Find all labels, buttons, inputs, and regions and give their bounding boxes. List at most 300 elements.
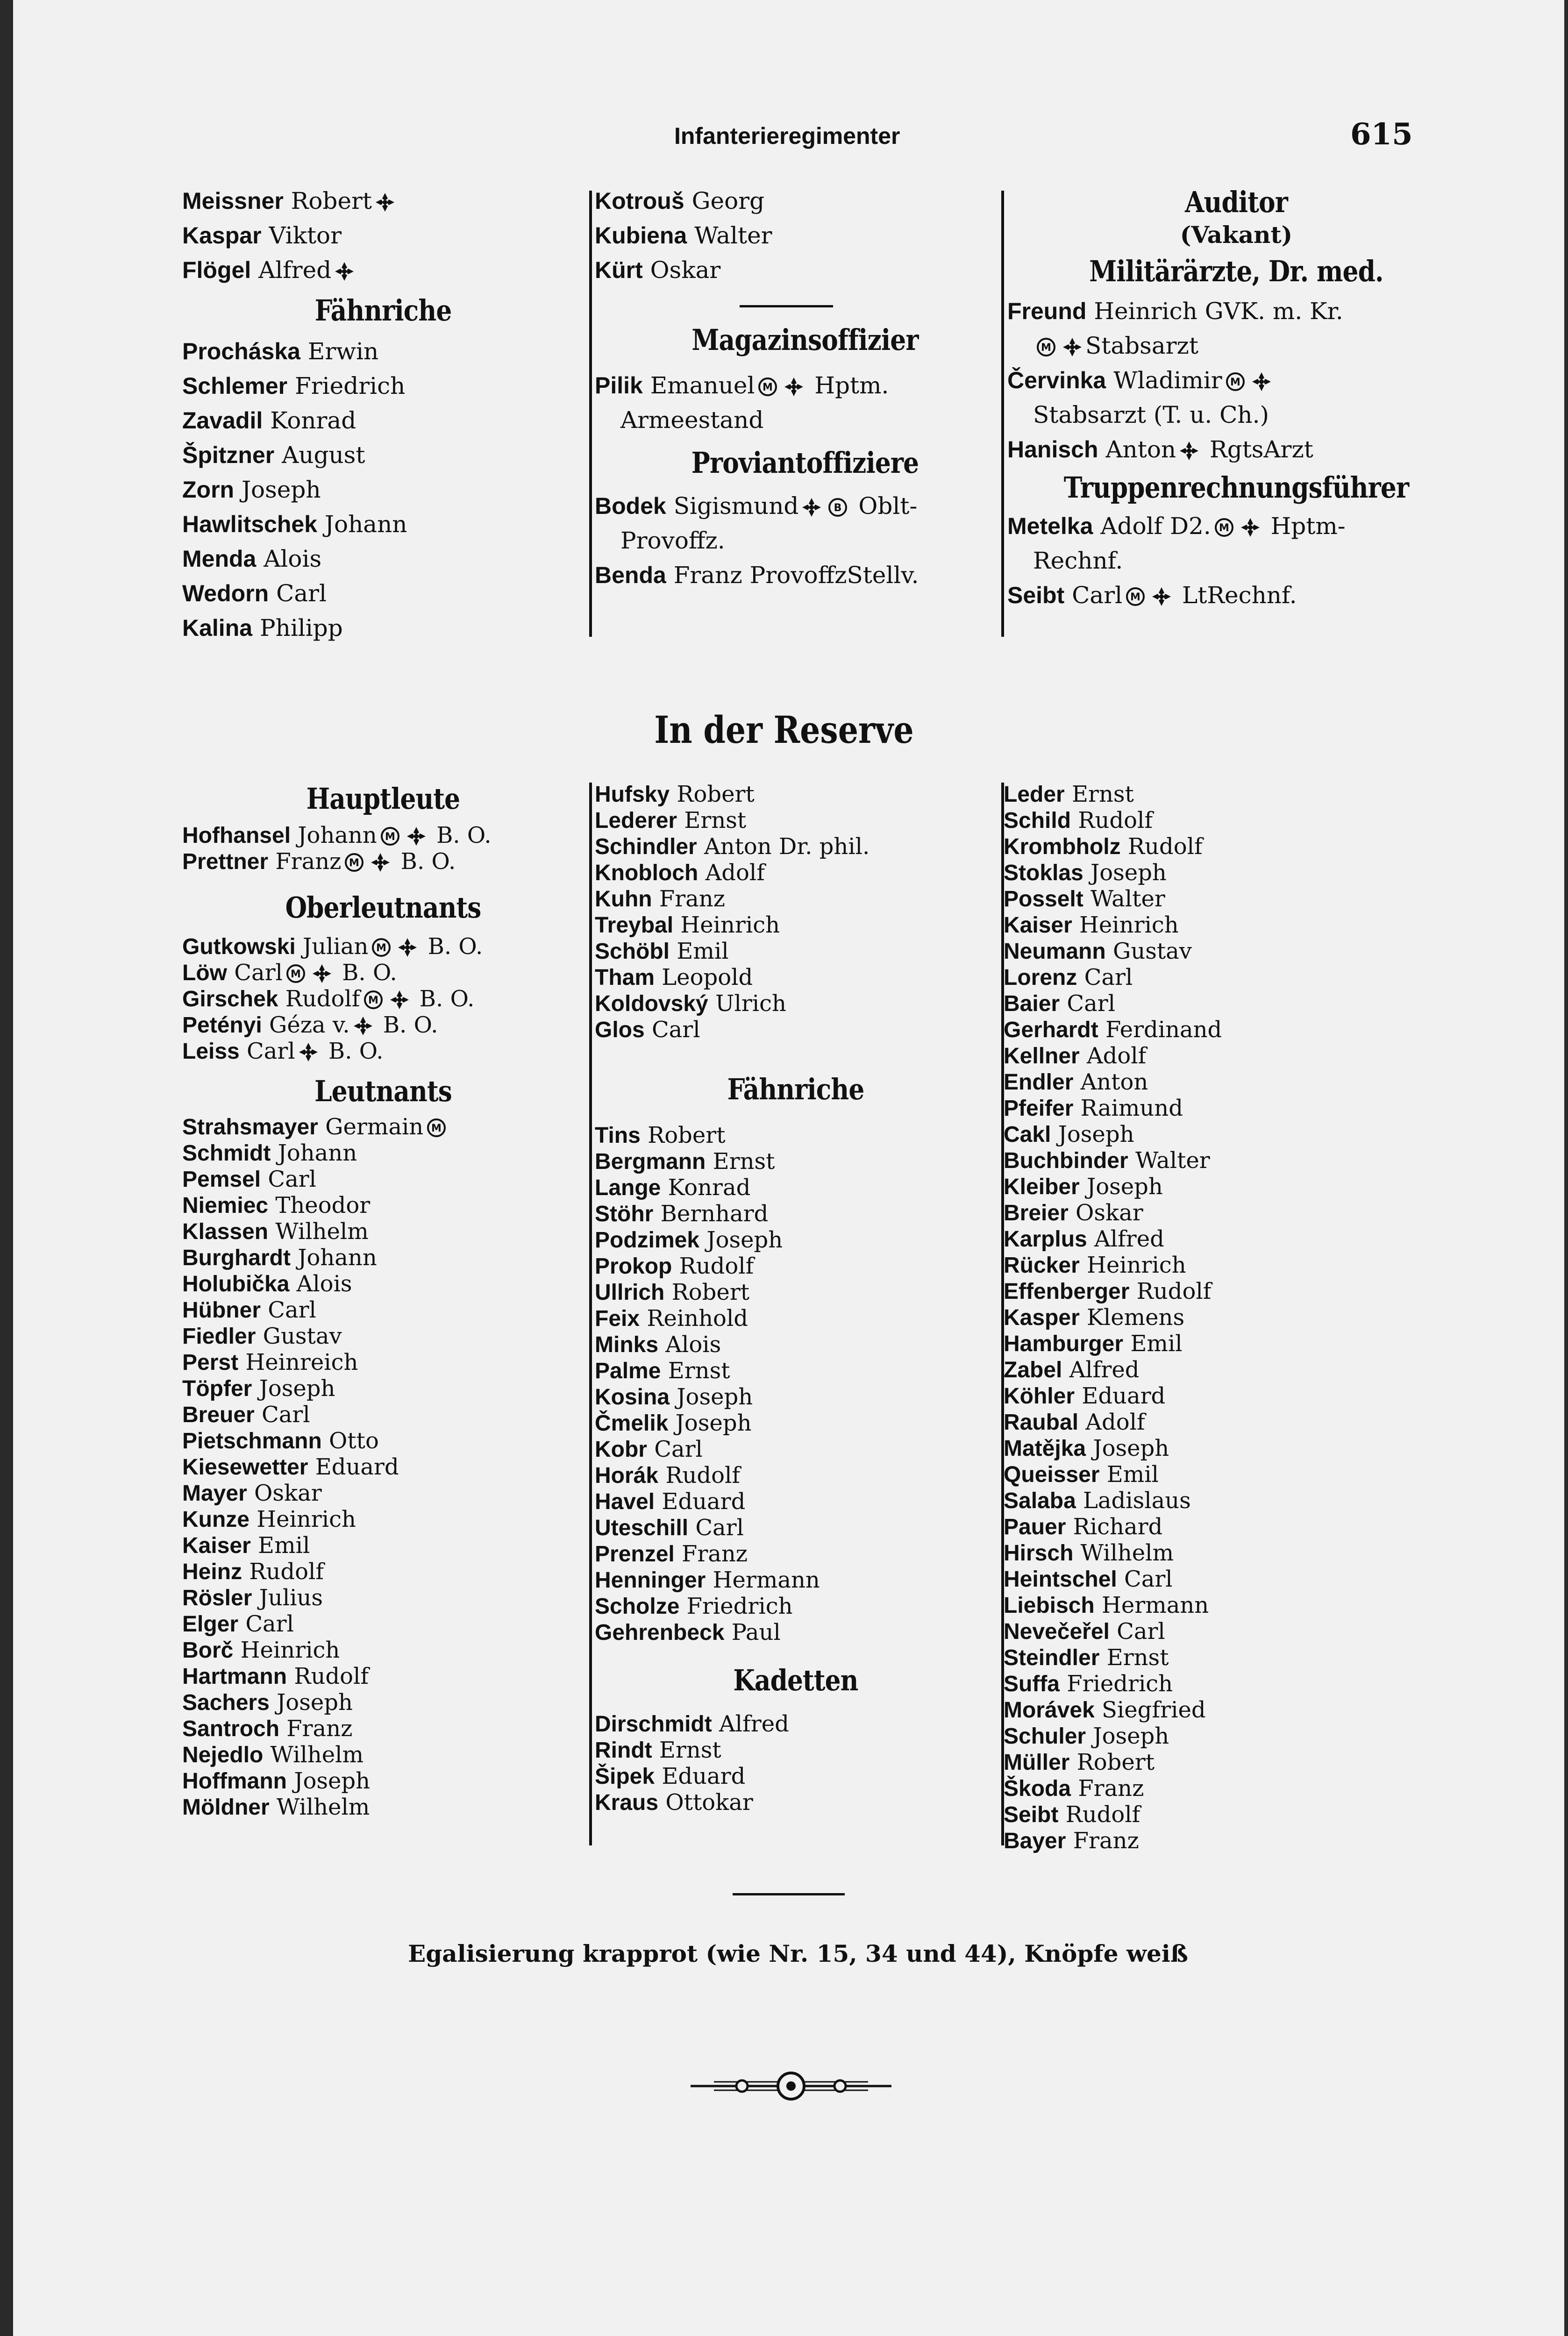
entry-given-name: Klemens (1087, 1304, 1185, 1331)
entry-suffix: GVK. m. Kr. (1205, 298, 1343, 325)
roster-entry (182, 1454, 584, 1480)
roster-entry (1004, 1409, 1415, 1435)
entry-given-name: Friedrich (295, 372, 406, 399)
entry-surname: Rösler (182, 1586, 252, 1610)
entry-surname: Kellner (1004, 1044, 1080, 1068)
roster-entry (1004, 833, 1415, 860)
entry-given-name: Johann (324, 511, 407, 538)
svg-text:B: B (834, 502, 842, 514)
roster-entry (1004, 1200, 1415, 1226)
roster-entry (182, 1375, 584, 1402)
entry-surname: Bodek (595, 493, 666, 519)
roster-entry (1004, 860, 1415, 886)
roster-entry (182, 541, 584, 576)
entry-surname: Buchbinder (1004, 1148, 1128, 1173)
entry-given-name: Robert (648, 1122, 726, 1148)
entry-surname: Seibt (1007, 582, 1065, 608)
roster-entry (182, 1114, 584, 1140)
roster-entry (595, 1279, 997, 1305)
roster-entry (182, 1297, 584, 1323)
entry-given-name: Heinrich (257, 1506, 356, 1532)
roster-entry (595, 368, 1015, 403)
entry-surname: Mayer (182, 1481, 247, 1506)
roster-entry (182, 1428, 584, 1454)
entry-given-name: Joseph (1090, 860, 1167, 886)
roster-entry (595, 489, 1015, 523)
roster-entry (1004, 807, 1415, 833)
circled-m-icon (363, 990, 384, 1010)
entry-surname: Kobr (595, 1437, 647, 1462)
roster-entry (595, 1462, 997, 1488)
roster-entry (595, 253, 1015, 287)
roster-entry (182, 1637, 584, 1663)
cross-pattee-icon (406, 826, 427, 847)
entry-given-name: Johann (298, 1245, 377, 1271)
circled-m-icon (757, 377, 778, 397)
entry-surname: Uteschill (595, 1516, 689, 1540)
footer-note: Egalisierung krapprot (wie Nr. 15, 34 und 44), Knöpfe weiß (408, 1940, 1188, 1967)
roster-entry (182, 822, 584, 848)
entry-surname: Leder (1004, 782, 1065, 807)
roster-entry (1004, 1304, 1415, 1331)
roster-entry (1004, 964, 1415, 990)
entry-given-name: Alfred (719, 1711, 789, 1737)
entry-given-name: Hermann (1101, 1592, 1209, 1618)
roster-entry (595, 1227, 997, 1253)
entry-given-name: Walter (1135, 1147, 1210, 1174)
entry-given-name: Emil (258, 1532, 310, 1559)
entry-given-name: Joseph (706, 1227, 783, 1253)
entry-surname: Zorn (182, 477, 235, 503)
short-rule (740, 305, 833, 307)
entry-given-name: Ernst (668, 1358, 730, 1384)
entry-given-name: Joseph (675, 1410, 752, 1436)
roster-entry (182, 1349, 584, 1375)
entry-surname: Freund (1007, 298, 1087, 324)
entry-surname: Krombholz (1004, 834, 1121, 859)
entry-given-name: Anton (1080, 1069, 1148, 1095)
entry-surname: Schlemer (182, 373, 288, 399)
entry-suffix: B. O. (436, 822, 492, 848)
entry-given-name: Gustav (1112, 938, 1192, 964)
cross-pattee-icon (353, 1016, 373, 1036)
section-heading: Fähnriche (314, 293, 452, 328)
roster-entry (595, 833, 997, 860)
entry-given-name: Ottokar (665, 1789, 753, 1816)
entry-given-name: Carl (245, 1611, 294, 1637)
svg-text:M: M (1230, 377, 1240, 388)
roster-entry (595, 1122, 997, 1148)
entry-continuation (1007, 543, 1465, 578)
entry-given-name: Ernst (1106, 1645, 1169, 1671)
entry-surname: Möldner (182, 1795, 270, 1820)
entry-surname: Prenzel (595, 1542, 675, 1567)
entry-surname: Nevečeřel (1004, 1619, 1110, 1644)
entry-surname: Tham (595, 965, 655, 990)
entry-given-name: Carl (268, 1297, 316, 1323)
entry-given-name: Emil (1130, 1331, 1183, 1357)
entry-suffix: B. O. (342, 960, 397, 986)
entry-surname: Petényi (182, 1013, 262, 1038)
entry-surname: Kleiber (1004, 1175, 1080, 1199)
roster-entry (182, 1689, 584, 1716)
entry-given-name: Emil (1106, 1461, 1159, 1488)
roster-entry (1004, 1278, 1415, 1304)
reserve-title: In der Reserve (654, 708, 914, 752)
roster-entry (1004, 1435, 1415, 1461)
entry-given-name: Rudolf (249, 1559, 324, 1585)
svg-text:M: M (385, 831, 395, 843)
entry-surname: Stoklas (1004, 861, 1083, 885)
entry-continuation-text: Provoffz. (620, 527, 725, 554)
entry-surname: Schöbl (595, 939, 670, 964)
entry-given-name: Franz (1073, 1828, 1139, 1854)
top-right-column (1007, 184, 1465, 612)
entry-surname: Metelka (1007, 513, 1093, 539)
entry-given-name: Gustav (263, 1323, 342, 1349)
roster-entry (1004, 1697, 1415, 1723)
entry-given-name: Anton Dr. phil. (704, 833, 870, 860)
section-heading: Kadetten (733, 1663, 858, 1697)
entry-suffix: LtRechnf. (1182, 582, 1297, 609)
entry-surname: Zabel (1004, 1358, 1062, 1382)
entry-surname: Kubiena (595, 222, 687, 249)
entry-given-name: Carl (654, 1436, 703, 1462)
entry-surname: Elger (182, 1612, 239, 1637)
entry-given-name: Robert (677, 781, 755, 807)
entry-given-name: Carl (262, 1402, 310, 1428)
roster-entry (182, 184, 584, 218)
roster-entry (595, 1737, 997, 1763)
entry-given-name: Wilhelm (275, 1218, 369, 1245)
entry-surname: Scholze (595, 1594, 680, 1619)
roster-entry (1004, 1174, 1415, 1200)
roster-entry (1004, 1618, 1415, 1645)
entry-suffix: Hptm- (1270, 513, 1346, 540)
cross-pattee-icon (1062, 337, 1083, 357)
entry-given-name: Robert (1076, 1749, 1155, 1775)
roster-entry (595, 1017, 997, 1043)
roster-entry (595, 1541, 997, 1567)
roster-entry (595, 1305, 997, 1332)
roster-entry (1004, 1749, 1415, 1775)
entry-surname: Knobloch (595, 861, 698, 885)
cross-pattee-icon (1151, 586, 1172, 607)
roster-entry (595, 184, 1015, 218)
section-heading: Proviantoffiziere (691, 446, 919, 480)
entry-surname: Gutkowski (182, 934, 296, 959)
entry-continuation-text: Stabsarzt (T. u. Ch.) (1033, 401, 1269, 428)
roster-entry (182, 253, 584, 287)
entry-given-name: Joseph (1093, 1435, 1169, 1461)
entry-given-name: Alois (264, 545, 322, 572)
entry-given-name: Franz (673, 562, 742, 589)
entry-surname: Nejedlo (182, 1743, 264, 1767)
cross-pattee-icon (784, 377, 804, 397)
roster-entry (182, 1166, 584, 1192)
entry-given-name: Joseph (1093, 1723, 1169, 1749)
entry-surname: Škoda (1004, 1776, 1071, 1801)
entry-surname: Kürt (595, 257, 643, 283)
entry-suffix: Oblt- (858, 492, 918, 520)
entry-surname: Dirschmidt (595, 1712, 712, 1737)
entry-given-name: Alois (296, 1271, 352, 1297)
entry-surname: Kaspar (182, 222, 262, 249)
entry-given-name: Julian (302, 933, 369, 960)
cross-pattee-icon (334, 261, 355, 282)
entry-surname: Wedorn (182, 580, 269, 606)
cross-pattee-icon (1179, 441, 1199, 461)
entry-given-name: Joseph (242, 476, 321, 503)
roster-entry (595, 1789, 997, 1816)
roster-entry (182, 1012, 584, 1038)
roster-entry (1004, 1828, 1415, 1854)
entry-surname: Rücker (1004, 1253, 1080, 1278)
roster-entry (182, 369, 584, 403)
entry-continuation (1007, 328, 1465, 363)
entry-suffix: B. O. (328, 1038, 384, 1064)
entry-surname: Kosina (595, 1385, 670, 1410)
roster-entry (182, 1532, 584, 1559)
entry-surname: Breuer (182, 1403, 255, 1427)
roster-entry (595, 1763, 997, 1789)
svg-text:M: M (763, 382, 773, 393)
entry-surname: Havel (595, 1489, 655, 1514)
entry-given-name: Sigismund (673, 492, 799, 520)
entry-surname: Feix (595, 1306, 640, 1331)
entry-given-name: Heinreich (245, 1349, 358, 1375)
entry-surname: Benda (595, 562, 666, 588)
entry-given-name: Franz (275, 848, 342, 875)
roster-entry (1007, 432, 1465, 467)
entry-given-name: Carl (1117, 1618, 1165, 1645)
roster-entry (595, 1593, 997, 1619)
section-heading: Leutnants (314, 1074, 452, 1108)
entry-surname: Rindt (595, 1738, 652, 1763)
cross-pattee-icon (312, 963, 332, 984)
entry-given-name: Carl (1124, 1566, 1173, 1592)
entry-given-name: Carl (651, 1017, 700, 1043)
entry-given-name: Joseph (277, 1689, 353, 1716)
circled-m-icon (344, 852, 364, 873)
svg-text:M: M (376, 942, 387, 954)
entry-surname: Hawlitschek (182, 511, 318, 537)
entry-surname: Čmelik (595, 1411, 669, 1436)
entry-given-name: Wilhelm (270, 1742, 364, 1768)
entry-given-name: Heinrich (1087, 1252, 1186, 1278)
entry-surname: Špitzner (182, 442, 275, 468)
roster-entry (595, 886, 997, 912)
entry-surname: Heintschel (1004, 1567, 1117, 1592)
svg-text:M: M (368, 995, 378, 1006)
entry-given-name: Ernst (1071, 781, 1134, 807)
roster-entry (182, 403, 584, 438)
reserve-left-column (182, 776, 584, 1820)
cross-pattee-icon (1240, 517, 1261, 538)
entry-given-name: August (282, 442, 365, 469)
section-heading: Militärärzte, Dr. med. (1089, 254, 1383, 288)
entry-surname: Menda (182, 546, 257, 572)
roster-entry (595, 912, 997, 938)
ornament-divider-icon (686, 2065, 896, 2107)
entry-surname: Endler (1004, 1070, 1074, 1095)
roster-entry (595, 1436, 997, 1462)
entry-surname: Palme (595, 1359, 661, 1383)
entry-surname: Müller (1004, 1750, 1070, 1775)
roster-entry (182, 1271, 584, 1297)
entry-given-name: Oskar (1076, 1200, 1143, 1226)
cross-pattee-icon (1251, 371, 1272, 392)
entry-given-name: Franz (659, 886, 725, 912)
entry-surname: Breier (1004, 1201, 1069, 1225)
roster-entry (1007, 578, 1465, 612)
svg-text:M: M (1130, 591, 1141, 603)
roster-entry (595, 1567, 997, 1593)
entry-given-name: Ulrich (715, 990, 786, 1017)
entry-given-name: Paul (731, 1619, 781, 1645)
entry-surname: Strahsmayer (182, 1115, 318, 1140)
entry-given-name: Wilhelm (1080, 1540, 1174, 1566)
roster-entry (182, 1663, 584, 1689)
entry-suffix: B. O. (400, 848, 456, 875)
entry-suffix: Hptm. (814, 372, 889, 399)
entry-given-name: Viktor (269, 222, 342, 249)
roster-entry (1004, 1043, 1415, 1069)
roster-entry (1004, 886, 1415, 912)
entry-given-name: Carl (247, 1038, 295, 1064)
entry-given-name: Robert (671, 1279, 750, 1305)
entry-given-name: Robert (291, 187, 372, 214)
circled-b-icon (827, 497, 848, 518)
roster-entry (182, 1245, 584, 1271)
roster-entry (595, 1488, 997, 1515)
roster-entry (182, 1038, 584, 1064)
entry-given-name: Friedrich (686, 1593, 793, 1619)
entry-given-name: Adolf (1085, 1409, 1145, 1435)
entry-given-name: Germain (325, 1114, 424, 1140)
document-page (13, 0, 1564, 2336)
svg-text:M: M (290, 969, 301, 980)
svg-text:M: M (1219, 522, 1229, 534)
entry-given-name: Franz (682, 1541, 748, 1567)
entry-surname: Morávek (1004, 1698, 1095, 1723)
svg-text:M: M (1041, 342, 1051, 354)
entry-given-name: Carl (695, 1515, 744, 1541)
entry-surname: Hoffmann (182, 1769, 287, 1794)
circled-m-icon (1225, 371, 1246, 392)
roster-entry (595, 218, 1015, 253)
roster-entry (1004, 938, 1415, 964)
entry-given-name: Carl (1072, 582, 1123, 609)
entry-continuation (595, 523, 1015, 558)
entry-given-name: Wilhelm (276, 1794, 370, 1820)
entry-surname: Heinz (182, 1560, 242, 1584)
entry-given-name: Oskar (650, 256, 721, 284)
entry-surname: Burghardt (182, 1246, 291, 1270)
entry-surname: Kiesewetter (182, 1455, 308, 1480)
entry-given-name: Heinrich (1079, 912, 1179, 938)
auditor-row (1007, 221, 1465, 249)
roster-entry (182, 1192, 584, 1218)
roster-entry (595, 1253, 997, 1279)
entry-surname: Posselt (1004, 887, 1083, 912)
entry-given-name: Konrad (270, 407, 356, 434)
entry-given-name: Carl (268, 1166, 317, 1192)
entry-given-name: Emil (677, 938, 729, 964)
entry-surname: Kraus (595, 1790, 659, 1815)
entry-surname: Santroch (182, 1716, 280, 1741)
entry-given-name: Heinrich (1094, 298, 1197, 325)
roster-entry (1004, 1069, 1415, 1095)
entry-surname: Pemsel (182, 1167, 261, 1192)
roster-entry (1004, 1017, 1415, 1043)
entry-surname: Prokop (595, 1254, 672, 1279)
entry-given-name: Joseph (294, 1768, 371, 1794)
roster-entry (1004, 1723, 1415, 1749)
section-heading: Oberleutnants (285, 890, 481, 925)
entry-given-name: Adolf (1087, 1043, 1147, 1069)
roster-entry (595, 860, 997, 886)
entry-given-name: Rudolf (294, 1663, 369, 1689)
roster-entry (595, 964, 997, 990)
roster-entry (595, 1332, 997, 1358)
entry-given-name: Rudolf (1127, 833, 1203, 860)
circled-m-icon (1125, 586, 1146, 607)
entry-surname: Effenberger (1004, 1279, 1130, 1304)
roster-entry (1004, 1671, 1415, 1697)
roster-entry (182, 1506, 584, 1532)
entry-given-name: Eduard (1082, 1383, 1166, 1409)
entry-given-name: Theodor (275, 1192, 371, 1218)
cross-pattee-icon (801, 497, 822, 518)
entry-surname: Girschek (182, 987, 278, 1011)
entry-given-name: Wladimir (1113, 367, 1222, 394)
section-heading: Magazinsoffizier (691, 323, 919, 357)
entry-surname: Cakl (1004, 1122, 1051, 1147)
roster-entry (182, 1323, 584, 1349)
entry-surname: Raubal (1004, 1410, 1079, 1435)
entry-suffix: B. O. (383, 1012, 438, 1038)
entry-given-name: Rudolf (679, 1253, 754, 1279)
roster-entry (595, 558, 1015, 592)
roster-entry (182, 960, 584, 986)
roster-entry (182, 1716, 584, 1742)
entry-surname: Prettner (182, 849, 269, 874)
entry-surname: Treybal (595, 913, 674, 938)
roster-entry (1004, 1357, 1415, 1383)
entry-given-name: Otto (329, 1428, 379, 1454)
roster-entry (595, 990, 997, 1017)
entry-suffix: B. O. (419, 986, 475, 1012)
roster-entry (182, 611, 584, 645)
entry-surname: Kaiser (182, 1533, 251, 1558)
entry-given-name: Carl (1084, 964, 1133, 990)
roster-entry (182, 1140, 584, 1166)
roster-entry (182, 848, 584, 875)
roster-entry (595, 1148, 997, 1175)
entry-surname: Lange (595, 1175, 661, 1200)
cross-pattee-icon (389, 990, 410, 1010)
entry-given-name: Adolf D2. (1100, 513, 1211, 540)
entry-surname: Šipek (595, 1764, 655, 1789)
entry-surname: Seibt (1004, 1802, 1059, 1827)
entry-surname: Pietschmann (182, 1429, 322, 1453)
entry-given-name: Carl (234, 960, 283, 986)
entry-surname: Neumann (1004, 939, 1106, 964)
entry-given-name: Rudolf (285, 986, 360, 1012)
roster-entry (1004, 1252, 1415, 1278)
entry-surname: Meissner (182, 188, 284, 214)
